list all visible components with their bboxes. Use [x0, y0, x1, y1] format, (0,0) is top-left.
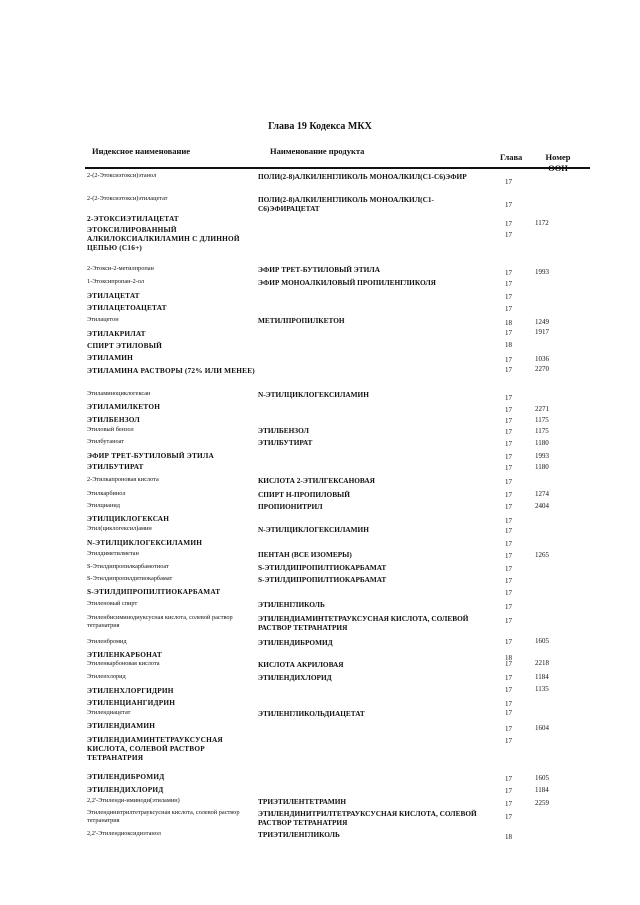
product-name-cell: ПОЛИ(2-8)АЛКИЛЕНГЛИКОЛЬ МОНОАЛКИЛ(С1-С6)ЭФИР: [258, 172, 467, 181]
chapter-cell: 17: [505, 280, 512, 288]
product-name-cell: ЭТИЛЕНДИАМИНТЕТРАУКСУСНАЯ КИСЛОТА, СОЛЕВОЙ РАСТВОР ТЕТРАНАТРИЯ: [258, 614, 469, 632]
index-name-cell: ЭТИЛЕНЦИАНГИДРИН: [87, 698, 176, 707]
index-name-cell: ЭТОКСИЛИРОВАННЫЙ АЛКИЛОКСИАЛКИЛАМИН С ДЛИННОЙ ЦЕПЬЮ (С16+): [87, 225, 240, 252]
index-name-cell: ЭТИЛАМИН: [87, 353, 134, 362]
chapter-cell: 17: [505, 517, 512, 525]
un-number-cell: 1172: [535, 219, 549, 227]
index-name-cell: 2-(2-Этоксиэтокси)этанол: [87, 172, 157, 179]
product-name-cell: ПОЛИ(2-8)АЛКИЛЕНГЛИКОЛЬ МОНОАЛКИЛ(С1-С6)ЭФИРАЦЕТАТ: [258, 195, 434, 213]
index-name-cell: ЭТИЛАЦЕТОАЦЕТАТ: [87, 303, 167, 312]
chapter-cell: 17: [505, 700, 512, 708]
un-number-cell: 1180: [535, 439, 549, 447]
chapter-cell: 17: [505, 305, 512, 313]
index-name-cell: ЭТИЛЕНДИАМИН: [87, 721, 156, 730]
chapter-cell: 17: [505, 356, 512, 364]
un-number-cell: 1993: [535, 268, 549, 276]
chapter-cell: 17: [505, 201, 512, 209]
product-name-cell: СПИРТ Н-ПРОПИЛОВЫЙ: [258, 490, 350, 499]
index-name-cell: Этиленбромид: [87, 638, 127, 645]
chapter-cell: 17: [505, 231, 512, 239]
un-number-cell: 2271: [535, 405, 549, 413]
product-name-cell: КИСЛОТА АКРИЛОВАЯ: [258, 660, 344, 669]
un-number-cell: 1249: [535, 318, 549, 326]
un-number-cell: 1036: [535, 355, 549, 363]
product-name-cell: ПРОПИОНИТРИЛ: [258, 502, 323, 511]
index-name-cell: ЭТИЛЕНДИАМИНТЕТРАУКСУСНАЯ КИСЛОТА, СОЛЕВОЙ РАСТВОР ТЕТРАНАТРИЯ: [87, 735, 223, 762]
chapter-cell: 17: [505, 417, 512, 425]
index-name-cell: ЭТИЛЕНДИХЛОРИД: [87, 785, 164, 794]
product-name-cell: ТРИЭТИЛЕНГЛИКОЛЬ: [258, 830, 340, 839]
index-name-cell: S-Этилдипропилкарбамотиоат: [87, 563, 169, 570]
chapter-cell: 17: [505, 293, 512, 301]
chapter-cell: 17: [505, 565, 512, 573]
index-name-cell: ЭТИЛЕНХЛОРГИДРИН: [87, 686, 174, 695]
index-name-cell: Этиленбисиминодиуксусная кислота, солевой раствор тетранатрия: [87, 614, 233, 629]
chapter-cell: 17: [505, 775, 512, 783]
product-name-cell: ПЕНТАН (ВСЕ ИЗОМЕРЫ): [258, 550, 352, 559]
un-number-cell: 2218: [535, 659, 549, 667]
un-number-cell: 1184: [535, 786, 549, 794]
index-name-cell: ЭТИЛАКРИЛАТ: [87, 329, 146, 338]
index-name-cell: Этилкарбинол: [87, 490, 126, 497]
index-name-cell: ЭТИЛЕНДИБРОМИД: [87, 772, 165, 781]
header-un-number: Номер: [545, 152, 571, 162]
product-name-cell: ЭФИР ТРЕТ-БУТИЛОВЫЙ ЭТИЛА: [258, 265, 381, 274]
chapter-cell: 18: [505, 654, 512, 662]
chapter-cell: 17: [505, 440, 512, 448]
index-name-cell: Этиленовый спирт: [87, 600, 138, 607]
un-number-cell: 1274: [535, 490, 549, 498]
index-name-cell: Этилцианид: [87, 502, 120, 509]
index-name-cell: 2-ЭТОКСИЭТИЛАЦЕТАТ: [87, 214, 179, 223]
index-name-cell: Этилдиметилметан: [87, 550, 139, 557]
chapter-cell: 17: [505, 800, 512, 808]
chapter-cell: 17: [505, 577, 512, 585]
un-number-cell: 2259: [535, 799, 549, 807]
index-name-cell: СПИРТ ЭТИЛОВЫЙ: [87, 341, 162, 350]
header-index-name: Индексное наименование: [92, 146, 191, 156]
product-name-cell: ТРИЭТИЛЕНТЕТРАМИН: [258, 797, 347, 806]
un-number-cell: 1175: [535, 427, 549, 435]
index-name-cell: ЭФИР ТРЕТ-БУТИЛОВЫЙ ЭТИЛА: [87, 451, 215, 460]
un-number-cell: 1917: [535, 328, 549, 336]
product-name-cell: S-ЭТИЛДИПРОПИЛТИОКАРБАМАТ: [258, 563, 387, 572]
header-product-name: Наименование продукта: [270, 146, 365, 156]
header-chapter: Глава: [500, 152, 523, 162]
un-number-cell: 1175: [535, 416, 549, 424]
chapter-cell: 17: [505, 617, 512, 625]
chapter-cell: 17: [505, 787, 512, 795]
chapter-cell: 17: [505, 491, 512, 499]
product-name-cell: N-ЭТИЛЦИКЛОГЕКСИЛАМИН: [258, 390, 369, 399]
index-name-cell: 2-Этилкапроновая кислота: [87, 476, 159, 483]
chapter-cell: 17: [505, 552, 512, 560]
chapter-cell: 17: [505, 366, 512, 374]
index-name-cell: Этил(циклогексил)амин: [87, 525, 152, 532]
page-title: Глава 19 Кодекса МКХ: [268, 121, 372, 132]
un-number-cell: 1184: [535, 673, 549, 681]
product-name-cell: N-ЭТИЛЦИКЛОГЕКСИЛАМИН: [258, 525, 369, 534]
un-number-cell: 1993: [535, 452, 549, 460]
product-name-cell: ЭТИЛЕНГЛИКОЛЬ: [258, 600, 325, 609]
chapter-cell: 17: [505, 527, 512, 535]
chapter-cell: 17: [505, 813, 512, 821]
chapter-cell: 17: [505, 589, 512, 597]
index-name-cell: Этиленкарбоновая кислота: [87, 660, 160, 667]
chapter-cell: 17: [505, 269, 512, 277]
index-name-cell: 2,2'-Этилендиоксидиэтанол: [87, 830, 161, 837]
chapter-cell: 18: [505, 341, 512, 349]
index-name-cell: 2-Этокси-2-метилпропан: [87, 265, 154, 272]
index-name-cell: ЭТИЛАМИНА РАСТВОРЫ (72% ИЛИ МЕНЕЕ): [87, 366, 255, 375]
chapter-cell: 17: [505, 709, 512, 717]
index-name-cell: Этилендинитрилтетрауксусная кислота, солевой раствор тетранатрия: [87, 809, 240, 824]
index-name-cell: Этилацетон: [87, 316, 119, 323]
index-name-cell: 1-Этоксипропан-2-ол: [87, 278, 145, 285]
chapter-cell: 17: [505, 406, 512, 414]
chapter-cell: 17: [505, 737, 512, 745]
index-name-cell: Этиламиноциклогексан: [87, 390, 151, 397]
header-rule: [85, 167, 590, 169]
index-name-cell: ЭТИЛБУТИРАТ: [87, 462, 144, 471]
product-name-cell: S-ЭТИЛДИПРОПИЛТИОКАРБАМАТ: [258, 575, 387, 584]
index-name-cell: ЭТИЛАЦЕТАТ: [87, 291, 140, 300]
chapter-cell: 17: [505, 503, 512, 511]
index-name-cell: N-ЭТИЛЦИКЛОГЕКСИЛАМИН: [87, 538, 203, 547]
chapter-cell: 17: [505, 660, 512, 668]
un-number-cell: 1604: [535, 724, 549, 732]
index-name-cell: ЭТИЛЕНКАРБОНАТ: [87, 650, 162, 659]
index-name-cell: ЭТИЛАМИЛКЕТОН: [87, 402, 161, 411]
chapter-cell: 17: [505, 638, 512, 646]
chapter-cell: 17: [505, 453, 512, 461]
product-name-cell: КИСЛОТА 2-ЭТИЛГЕКСАНОВАЯ: [258, 476, 375, 485]
index-name-cell: Этилендиацетат: [87, 709, 131, 716]
chapter-cell: 17: [505, 540, 512, 548]
index-name-cell: S-Этилдипропилдитиокарбамат: [87, 575, 173, 582]
chapter-cell: 17: [505, 725, 512, 733]
product-name-cell: ЭФИР МОНОАЛКИЛОВЫЙ ПРОПИЛЕНГЛИКОЛЯ: [258, 278, 436, 287]
index-name-cell: 2-(2-Этоксиэтокси)этилацетат: [87, 195, 168, 202]
chapter-cell: 18: [505, 319, 512, 327]
un-number-cell: 1265: [535, 551, 549, 559]
un-number-cell: 2404: [535, 502, 549, 510]
chapter-cell: 17: [505, 464, 512, 472]
index-name-cell: Этиловый бензол: [87, 426, 134, 433]
chapter-cell: 17: [505, 394, 512, 402]
un-number-cell: 1605: [535, 637, 549, 645]
chapter-cell: 18: [505, 833, 512, 841]
index-name-cell: Этиленхлорид: [87, 673, 126, 680]
un-number-cell: 2270: [535, 365, 549, 373]
un-number-cell: 1135: [535, 685, 549, 693]
index-name-cell: S-ЭТИЛДИПРОПИЛТИОКАРБАМАТ: [87, 587, 221, 596]
chapter-cell: 17: [505, 478, 512, 486]
chapter-cell: 17: [505, 329, 512, 337]
product-name-cell: МЕТИЛПРОПИЛКЕТОН: [258, 316, 345, 325]
index-name-cell: ЭТИЛЦИКЛОГЕКСАН: [87, 514, 170, 523]
un-number-cell: 1605: [535, 774, 549, 782]
index-name-cell: Этилбутаноат: [87, 438, 125, 445]
product-name-cell: ЭТИЛБУТИРАТ: [258, 438, 313, 447]
chapter-cell: 17: [505, 178, 512, 186]
product-name-cell: ЭТИЛЕНГЛИКОЛЬДИАЦЕТАТ: [258, 709, 365, 718]
product-name-cell: ЭТИЛЕНДИХЛОРИД: [258, 673, 332, 682]
chapter-cell: 17: [505, 220, 512, 228]
chapter-cell: 17: [505, 428, 512, 436]
un-number-cell: 1180: [535, 463, 549, 471]
product-name-cell: ЭТИЛЕНДИБРОМИД: [258, 638, 333, 647]
chapter-cell: 17: [505, 674, 512, 682]
chapter-cell: 17: [505, 686, 512, 694]
index-name-cell: ЭТИЛБЕНЗОЛ: [87, 415, 140, 424]
index-name-cell: 2,2'-Этиленди-иминоди(этиламин): [87, 797, 180, 804]
chapter-cell: 17: [505, 603, 512, 611]
product-name-cell: ЭТИЛБЕНЗОЛ: [258, 426, 309, 435]
product-name-cell: ЭТИЛЕНДИНИТРИЛТЕТРАУКСУСНАЯ КИСЛОТА, СОЛЕВОЙ РАСТВОР ТЕТРАНАТРИЯ: [258, 809, 477, 827]
